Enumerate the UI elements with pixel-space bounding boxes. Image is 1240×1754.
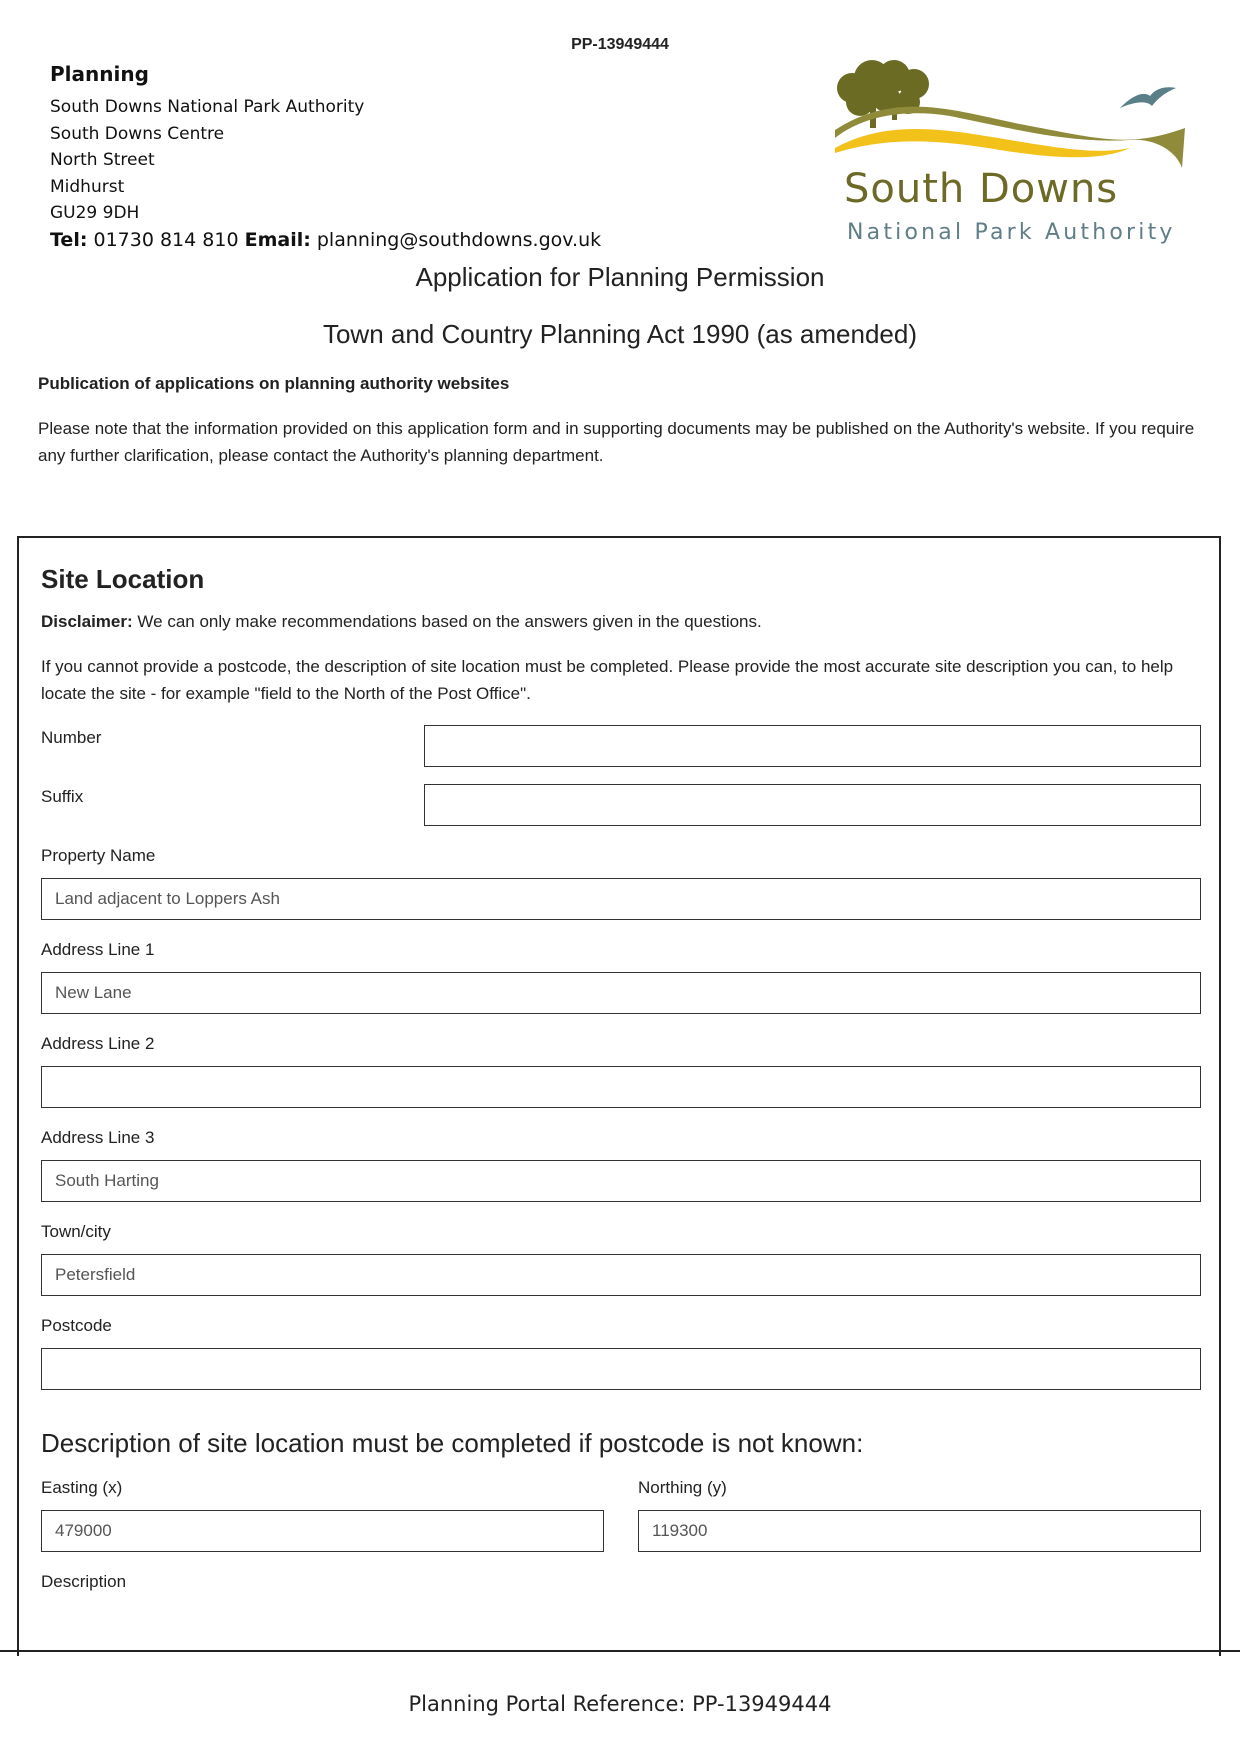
- address-line: South Downs National Park Authority: [50, 97, 365, 117]
- address-line: GU29 9DH: [50, 203, 140, 223]
- department-name: Planning: [50, 62, 149, 86]
- logo-subtitle: National Park Authority: [847, 220, 1176, 245]
- number-label: Number: [41, 728, 102, 747]
- tel-label: Tel:: [50, 228, 88, 251]
- number-field[interactable]: [424, 725, 1201, 767]
- suffix-field[interactable]: [424, 784, 1201, 826]
- address-line: North Street: [50, 150, 155, 170]
- page-reference: PP-13949444: [571, 36, 669, 53]
- address-line-1-field[interactable]: New Lane: [41, 972, 1201, 1014]
- footer-reference: Planning Portal Reference: PP-13949444: [408, 1692, 832, 1716]
- address-line-2-field[interactable]: [41, 1066, 1201, 1108]
- logo-emblem-icon: [830, 58, 1200, 178]
- address-line-2-label: Address Line 2: [41, 1034, 155, 1053]
- contact-line: [50, 229, 601, 251]
- disclaimer-label: Disclaimer:: [41, 612, 133, 631]
- property-name-label: Property Name: [41, 846, 156, 865]
- description-heading: Description of site location must be completed if postcode is not known:: [41, 1428, 864, 1458]
- act-title: Town and Country Planning Act 1990 (as amended): [322, 319, 918, 349]
- email-value: planning@southdowns.gov.uk: [316, 228, 602, 251]
- publication-heading: Publication of applications on planning authority websites: [38, 374, 510, 393]
- property-name-field[interactable]: Land adjacent to Loppers Ash: [41, 878, 1201, 920]
- tel-value: 01730 814 810: [93, 228, 239, 251]
- authority-address-block: [50, 62, 601, 251]
- description-label: Description: [41, 1572, 127, 1591]
- postcode-label: Postcode: [41, 1316, 112, 1335]
- footer-divider: [0, 1650, 1240, 1652]
- email-label: Email:: [244, 228, 311, 251]
- disclaimer-text: We can only make recommendations based on the answers given in the questions.: [137, 612, 762, 631]
- easting-label: Easting (x): [41, 1478, 123, 1497]
- address-line-3-label: Address Line 3: [41, 1128, 155, 1147]
- town-city-field[interactable]: Petersfield: [41, 1254, 1201, 1296]
- address-line: South Downs Centre: [50, 123, 225, 144]
- easting-field[interactable]: 479000: [41, 1510, 604, 1552]
- town-city-label: Town/city: [41, 1222, 111, 1241]
- suffix-label: Suffix: [41, 787, 84, 806]
- address-line-3-field[interactable]: South Harting: [41, 1160, 1201, 1202]
- northing-field[interactable]: 119300: [638, 1510, 1201, 1552]
- disclaimer: [41, 612, 762, 632]
- page-title: Application for Planning Permission: [415, 262, 825, 292]
- publication-text: Please note that the information provided on this application form and in supporting documents may be published on the Authority's website. If you require any further clarification, please contact the Authority's planning department.: [38, 419, 1195, 465]
- northing-label: Northing (y): [638, 1478, 727, 1497]
- postcode-field[interactable]: [41, 1348, 1201, 1390]
- instruction-text: If you cannot provide a postcode, the description of site location must be completed. Please provide the most accurate site description you can, to help locate the site - for example "field to the North of the Post Office".: [41, 657, 1174, 703]
- logo-name: South Downs: [844, 166, 1119, 212]
- south-downs-logo: [830, 58, 1200, 248]
- section-title: Site Location: [41, 564, 205, 594]
- address-line-1-label: Address Line 1: [41, 940, 155, 959]
- site-location-section: [17, 536, 1221, 1656]
- address-line: Midhurst: [50, 176, 125, 197]
